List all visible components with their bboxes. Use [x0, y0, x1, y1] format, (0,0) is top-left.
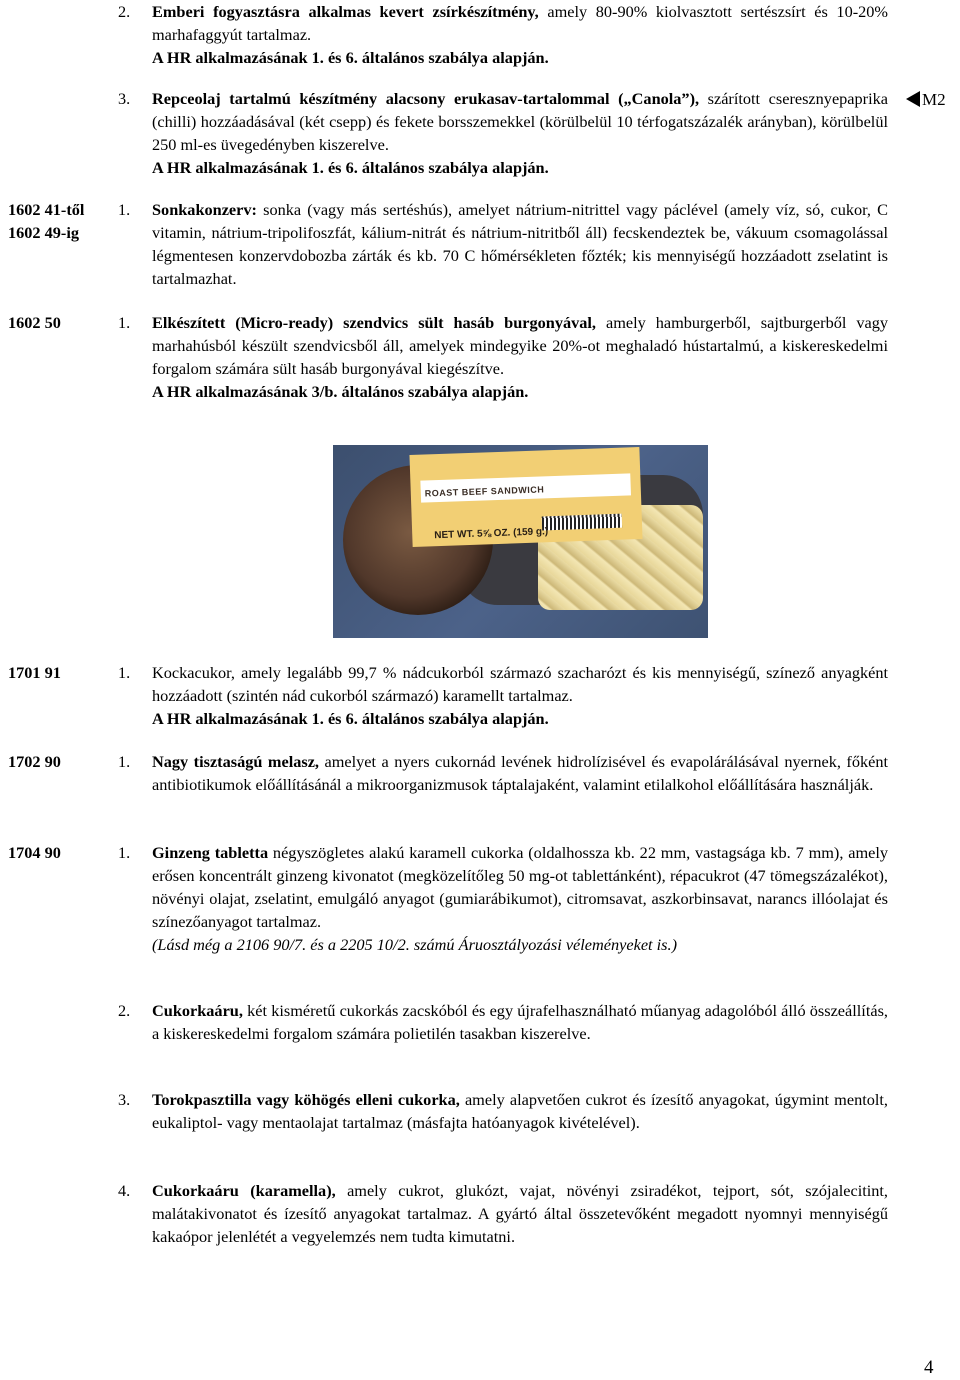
photo-package-label — [409, 447, 642, 547]
item-title: Emberi fogyasztásra alkalmas kevert zsírkészítmény, — [152, 2, 539, 21]
photo-label-weight: NET WT. 5⅝ OZ. (159 g.) — [434, 526, 549, 542]
item-title: Cukorkaáru, — [152, 1001, 243, 1020]
item-description: sonka (vagy más sertéshús), amelyet nátrium-nitrittel vagy páclével (amely víz, só, cukor, C vitamin, nátrium-tripolifoszfát, kálium-nitrát és nátrium-nitritből áll) fecskendeztek be, vákuum csomagolással légmentesen konzervdobozba zárták és kb. 70 C hőmérsékleten főzték; kis mennyiségű hozzáadott zselatint is tartalmazhat. — [152, 200, 888, 288]
item-number: 4. — [118, 1181, 131, 1200]
item-rule: A HR alkalmazásának 3/b. általános szabálya alapján. — [152, 382, 529, 401]
item-number: 1. — [118, 663, 131, 682]
item-description: amely 80-90% kiolvasztott sertészsírt és 10-20% marhafaggyút tartalmaz. — [152, 2, 888, 44]
tariff-code: 1701 91 — [8, 663, 61, 682]
page-number: 4 — [924, 1357, 934, 1378]
item-number: 1. — [118, 313, 131, 332]
item-title: Sonkakonzerv: — [152, 200, 257, 219]
item-title: Nagy tisztaságú melasz, — [152, 752, 320, 771]
tariff-code: 1602 50 — [8, 313, 61, 332]
triangle-left-icon — [906, 91, 920, 107]
item-text — [152, 661, 888, 730]
item-title: Cukorkaáru (karamella), — [152, 1181, 336, 1200]
item-description: amely alapvetően cukrot és ízesítő anyagokat, úgymint mentolt, eukaliptol- vagy mentaolajat tartalmaz (másfajta hatóanyagok kivételével). — [152, 1090, 888, 1132]
item-description: amelyet a nyers cukornád levének hidrolízisével és evapolárálásával nyernek, főként antibiotikumok előállításánál a mikroorganizmusok táptalajaként, valamint etilalkohol előállítására használják. — [152, 752, 888, 794]
tariff-code: 1602 41-től 1602 49-ig — [8, 200, 85, 242]
item-title: Ginzeng tabletta — [152, 843, 269, 862]
item-description: amely cukrot, glukózt, vajat, növényi zsiradékot, tejport, sót, szójalecitint, malátakivonatot és ízesítő anyagokat tartalmaz. A gyártó által összetevőként megadott nyomnyi mennyiségű kakaópor jelenlétét a vegyelemzés nem tudta kimutatni. — [152, 1181, 888, 1246]
item-rule: A HR alkalmazásának 1. és 6. általános szabálya alapján. — [152, 709, 549, 728]
item-description: Kockacukor, amely legalább 99,7 % nádcukorból származó szacharózt és kis mennyiségű, színező anyagként hozzáadott (szintén nád cukorból származó) karamellt tartalmaz. — [152, 663, 888, 705]
item-text — [152, 750, 888, 796]
tariff-code: 1702 90 — [8, 752, 61, 771]
item-description: szárított cseresznyepaprika (chilli) hozzáadásával (két csepp) és fekete borsszemekkel (körülbelül 10 térfogatszázalék arányban), körülbelül 250 ml-es üvegedényben kiszerelve. — [152, 89, 888, 154]
item-number: 3. — [118, 89, 131, 108]
item-reference-note: (Lásd még a 2106 90/7. és a 2205 10/2. számú Áruosztályozási véleményeket is.) — [152, 935, 678, 954]
item-number: 1. — [118, 843, 131, 862]
photo-label-text: ROAST BEEF SANDWICH — [424, 484, 545, 499]
amendment-marker — [906, 88, 946, 111]
item-text — [152, 0, 888, 69]
item-description: négyszögletes alakú karamell cukorka (oldalhossza kb. 22 mm, vastagsága kb. 7 mm), amely erősen koncentrált ginzeng kivonatot (megközelítőleg 50 mg-ot tablettánként), répacukrot (47 tömegszázalékot), növényi olajat, zselatint, emulgáló anyagot (gumiarábikumot), citromsavat, aszkorbinsavat, narancs illóolajat és színezőanyagot tartalmaz. — [152, 843, 889, 931]
product-photo — [333, 445, 708, 638]
item-text — [152, 311, 888, 403]
item-rule: A HR alkalmazásának 1. és 6. általános szabálya alapján. — [152, 48, 549, 67]
item-description: két kisméretű cukorkás zacskóból és egy újrafelhasználható műanyag adagolóból álló összeállítás, a kiskereskedelmi forgalom számára polietilén tasakban kiszerelve. — [152, 1001, 888, 1043]
item-text — [152, 1179, 888, 1248]
item-rule: A HR alkalmazásának 1. és 6. általános szabálya alapján. — [152, 158, 549, 177]
item-text — [152, 1088, 888, 1134]
item-number: 3. — [118, 1090, 131, 1109]
item-description: amely hamburgerből, sajtburgerből vagy marhahúsból készült szendvicsből áll, amelyek mindegyike 20%-ot meghaladó hústartalmú, a kiskereskedelmi forgalom számára sült hasáb burgonyával kiegészítve. — [152, 313, 888, 378]
item-text — [152, 999, 888, 1045]
item-title: Torokpasztilla vagy köhögés elleni cukorka, — [152, 1090, 460, 1109]
item-title: Repceolaj tartalmú készítmény alacsony erukasav-tartalommal („Canola”), — [152, 89, 700, 108]
item-title: Elkészített (Micro-ready) szendvics sült hasáb burgonyával, — [152, 313, 597, 332]
barcode-icon — [542, 514, 622, 531]
item-number: 2. — [118, 2, 131, 21]
item-number: 1. — [118, 200, 131, 219]
item-text — [152, 198, 888, 290]
marker-label: M2 — [922, 90, 946, 109]
item-number: 2. — [118, 1001, 131, 1020]
item-number: 1. — [118, 752, 131, 771]
item-text — [152, 87, 888, 179]
tariff-code: 1704 90 — [8, 843, 61, 862]
item-text — [152, 841, 888, 956]
